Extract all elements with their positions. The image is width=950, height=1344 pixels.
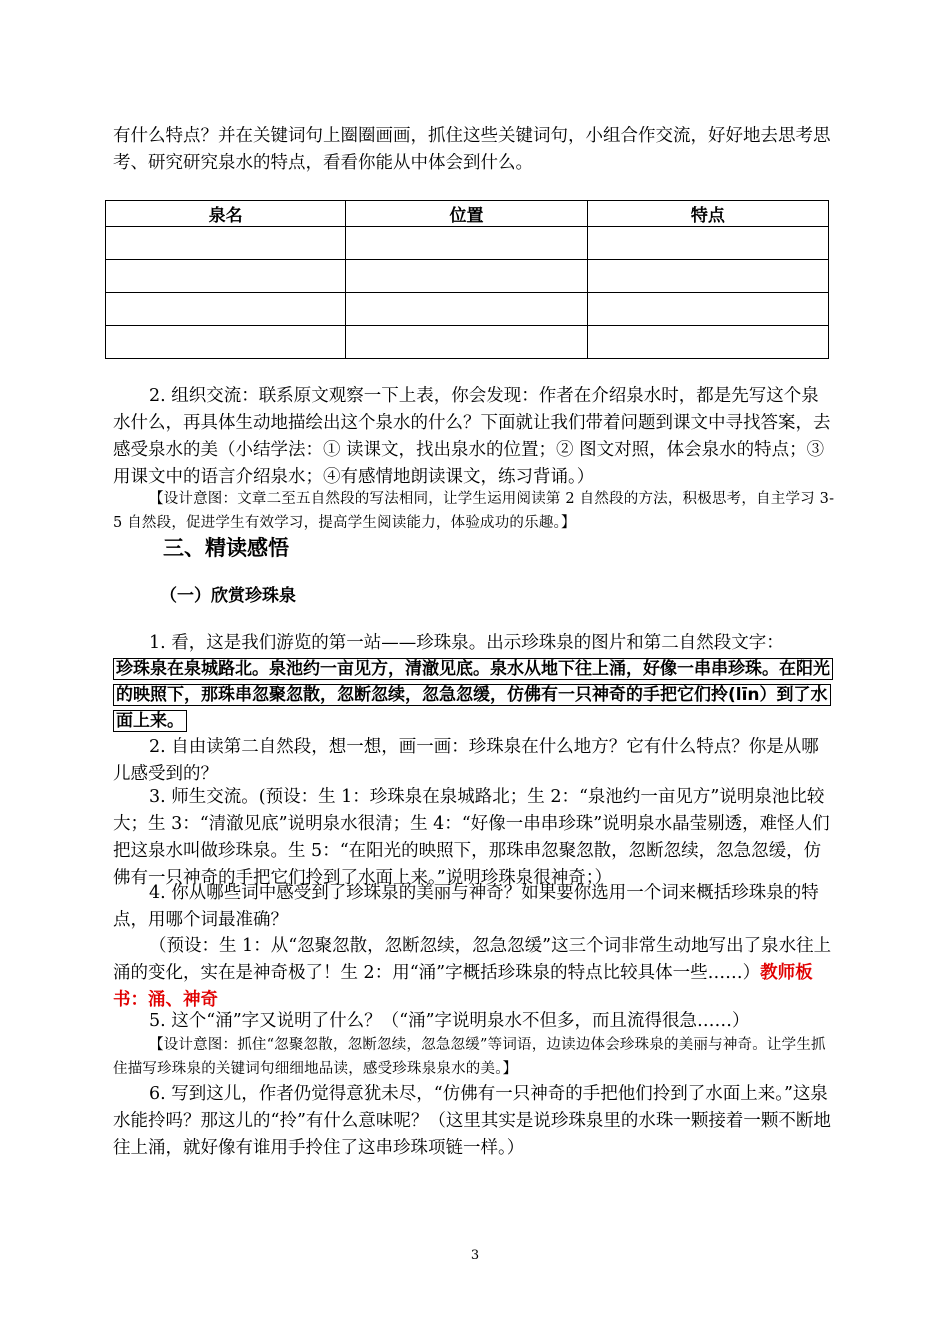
subsection-heading: （一）欣赏珍珠泉 (160, 586, 296, 606)
table-cell (587, 326, 828, 359)
table-cell (106, 326, 346, 359)
table-cell (346, 293, 587, 326)
item-2-paragraph: 2. 组织交流：联系原文观察一下上表，你会发现：作者在介绍泉水时，都是先写这个泉水什么，再具体生动地描绘出这个泉水的什么？下面就让我们带着问题到课文中寻找答案，去感受泉水的美（小结学法：① 读课文，找出泉水的位置；② 图文对照，体会泉水的特点；③ 用课文中的语言介绍泉水；④有感情地朗读课文，练习背诵。） (113, 386, 831, 487)
table-cell (587, 293, 828, 326)
step-5: 5. 这个“涌”字又说明了什么？（“涌”字说明泉水不但多，而且流得很急……） (149, 1011, 750, 1031)
table-cell (587, 260, 828, 293)
step-4-preset-text: （预设：生 1：从“忽聚忽散，忽断忽续，忽急忽缓”这三个词非常生动地写出了泉水往上涌的变化，实在是神奇极了！生 2：用“涌”字概括珍珠泉的特点比较具体一些……） (113, 936, 832, 983)
page-number: 3 (470, 1248, 480, 1263)
table-row (106, 293, 829, 326)
col-header-location: 位置 (346, 201, 587, 227)
teacher-board-note: 教师板书：涌、神奇 (113, 963, 813, 1010)
table-row (106, 227, 829, 260)
step-3: 3. 师生交流。(预设：生 1：珍珠泉在泉城路北；生 2：“泉池约一亩见方”说明泉池比较大；生 3：“清澈见底”说明泉水很清；生 4：“好像一串串珍珠”说明泉水晶莹剔透，难怪人们把这泉水叫做珍珠泉。生 5：“在阳光的映照下，那珠串忽聚忽散，忽断忽续，忽急忽缓，仿佛有一只神奇的手把它们拎到了水面上来。”说明珍珠泉很神奇；） (113, 787, 830, 888)
spring-table (105, 200, 829, 359)
boxed-passage-text: 珍珠泉在泉城路北。泉池约一亩见方，清澈见底。泉水从地下往上涌，好像一串串珍珠。在阳光的映照下，那珠串忽聚忽散，忽断忽续，忽急忽缓，仿佛有一只神奇的手把它们拎(līn）到了水面上来。 (113, 658, 833, 732)
design-note-2: 【设计意图：抓住“忽聚忽散，忽断忽续，忽急忽缓”等词语，边读边体会珍珠泉的美丽与神奇。让学生抓住描写珍珠泉的关键词句细细地品读，感受珍珠泉泉水的美。】 (113, 1037, 826, 1077)
table-row (106, 260, 829, 293)
col-header-name: 泉名 (106, 201, 346, 227)
section-heading: 三、精读感悟 (163, 536, 289, 560)
step-6: 6. 写到这儿，作者仍觉得意犹未尽，“仿佛有一只神奇的手把他们拎到了水面上来。”这泉水能拎吗？那这儿的“拎”有什么意味呢？（这里其实是说珍珠泉里的水珠一颗接着一颗不断地往上涌，就好像有谁用手拎住了这串珍珠项链一样。） (113, 1084, 831, 1158)
col-header-feature: 特点 (587, 201, 828, 227)
table-cell (106, 227, 346, 260)
intro-paragraph: 有什么特点？并在关键词句上圈圈画画，抓住这些关键词句，小组合作交流，好好地去思考思考、研究研究泉水的特点，看看你能从中体会到什么。 (113, 126, 831, 173)
table-cell (106, 260, 346, 293)
step-4: 4. 你从哪些词中感受到了珍珠泉的美丽与神奇？如果要你选用一个词来概括珍珠泉的特点，用哪个词最准确？ (113, 883, 819, 930)
design-note-1: 【设计意图：文章二至五自然段的写法相同，让学生运用阅读第 2 自然段的方法，积极思考，自主学习 3-5 自然段，促进学生有效学习，提高学生阅读能力，体验成功的乐趣。】 (113, 491, 835, 531)
table-cell (346, 260, 587, 293)
table-cell (587, 227, 828, 260)
table-cell (106, 293, 346, 326)
boxed-passage (113, 656, 840, 734)
step-2: 2. 自由读第二自然段，想一想，画一画：珍珠泉在什么地方？它有什么特点？你是从哪儿感受到的？ (113, 737, 819, 784)
table-cell (346, 227, 587, 260)
table-cell (346, 326, 587, 359)
step-1: 1. 看，这是我们游览的第一站——珍珠泉。出示珍珠泉的图片和第二自然段文字： (149, 633, 784, 653)
table-header-row (106, 201, 829, 227)
step-4-preset (113, 933, 835, 1014)
table-row (106, 326, 829, 359)
